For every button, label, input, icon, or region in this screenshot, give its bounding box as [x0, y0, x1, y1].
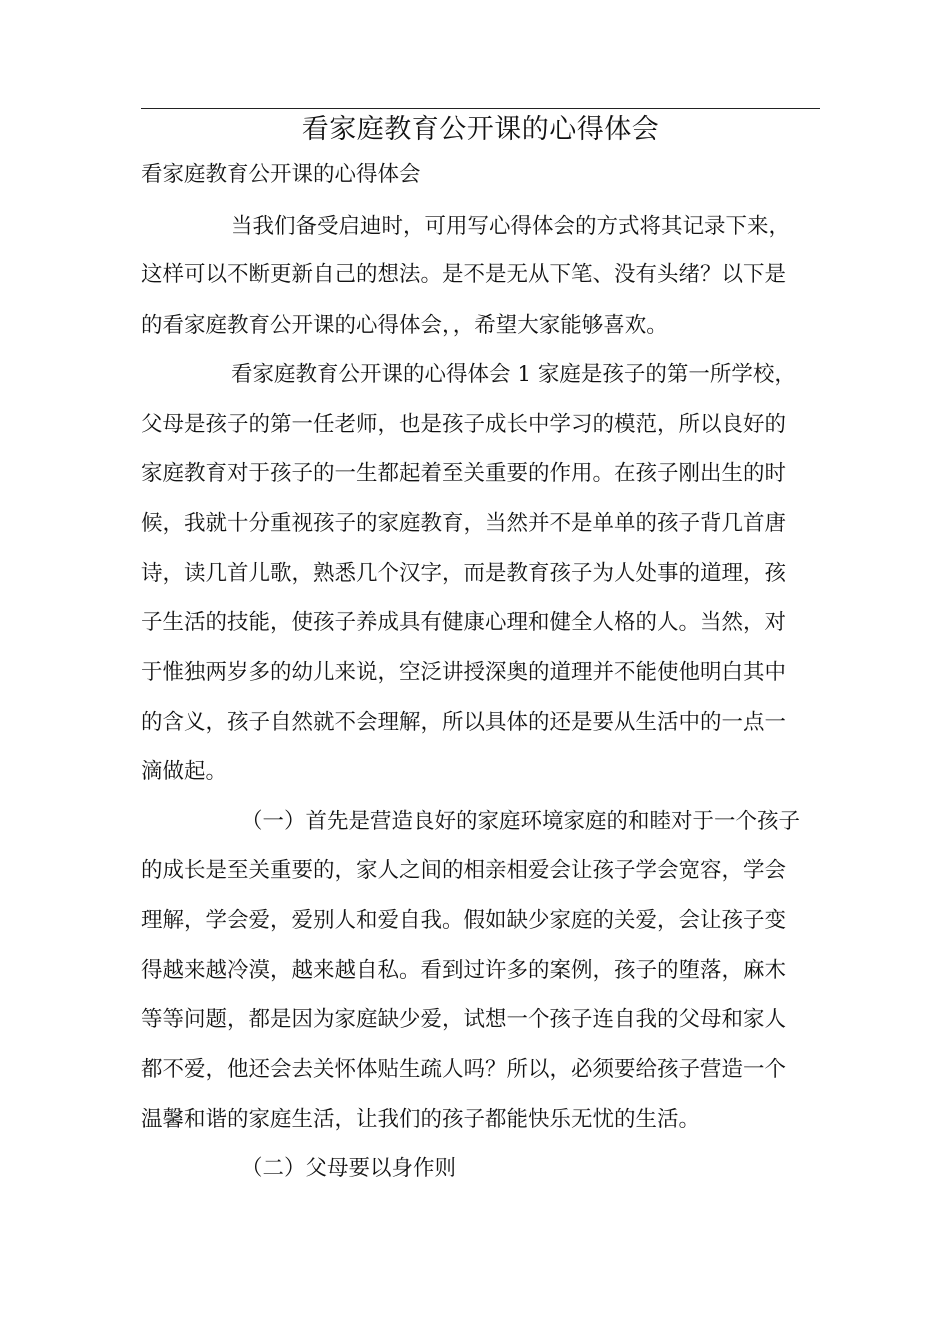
- section-heading-2: （二）父母要以身作则: [241, 1156, 457, 1181]
- paragraph-line: 这样可以不断更新自己的想法。是不是无从下笔、没有头绪？以下是: [141, 262, 787, 287]
- paragraph-line: 都不爱，他还会去关怀体贴生疏人吗？所以，必须要给孩子营造一个: [141, 1057, 787, 1082]
- document-subtitle: 看家庭教育公开课的心得体会: [141, 162, 421, 187]
- paragraph-line: 家庭教育对于孩子的一生都起着至关重要的作用。在孩子刚出生的时: [141, 461, 787, 486]
- paragraph-line: 的含义，孩子自然就不会理解，所以具体的还是要从生活中的一点一: [141, 710, 787, 735]
- paragraph-line: 得越来越冷漠，越来越自私。看到过许多的案例，孩子的堕落，麻木: [141, 958, 787, 983]
- paragraph-line: 滴做起。: [141, 759, 228, 784]
- paragraph-line: 子生活的技能，使孩子养成具有健康心理和健全人格的人。当然，对: [141, 610, 787, 635]
- paragraph-line: 的成长是至关重要的，家人之间的相亲相爱会让孩子学会宽容，学会: [141, 858, 787, 883]
- header-rule: [141, 108, 820, 109]
- paragraph-line: 看家庭教育公开课的心得体会 1 家庭是孩子的第一所学校，: [231, 362, 796, 387]
- paragraph-line: 候，我就十分重视孩子的家庭教育，当然并不是单单的孩子背几首唐: [141, 511, 787, 536]
- paragraph-line: 当我们备受启迪时，可用写心得体会的方式将其记录下来，: [231, 214, 791, 239]
- paragraph-line: 于惟独两岁多的幼儿来说，空泛讲授深奥的道理并不能使他明白其中: [141, 660, 787, 685]
- document-title: 看家庭教育公开课的心得体会: [301, 114, 660, 145]
- paragraph-line: 的看家庭教育公开课的心得体会，，希望大家能够喜欢。: [141, 313, 668, 338]
- paragraph-line: 诗，读几首儿歌，熟悉几个汉字，而是教育孩子为人处事的道理，孩: [141, 561, 787, 586]
- paragraph-line: 理解，学会爱，爱别人和爱自我。假如缺少家庭的关爱，会让孩子变: [141, 908, 787, 933]
- paragraph-line: 父母是孩子的第一任老师，也是孩子成长中学习的模范，所以良好的: [141, 412, 787, 437]
- paragraph-line: 温馨和谐的家庭生活，让我们的孩子都能快乐无忧的生活。: [141, 1107, 701, 1132]
- section-heading-1: （一）首先是营造良好的家庭环境家庭的和睦对于一个孩子: [241, 809, 801, 834]
- paragraph-line: 等等问题，都是因为家庭缺少爱，试想一个孩子连自我的父母和家人: [141, 1007, 787, 1032]
